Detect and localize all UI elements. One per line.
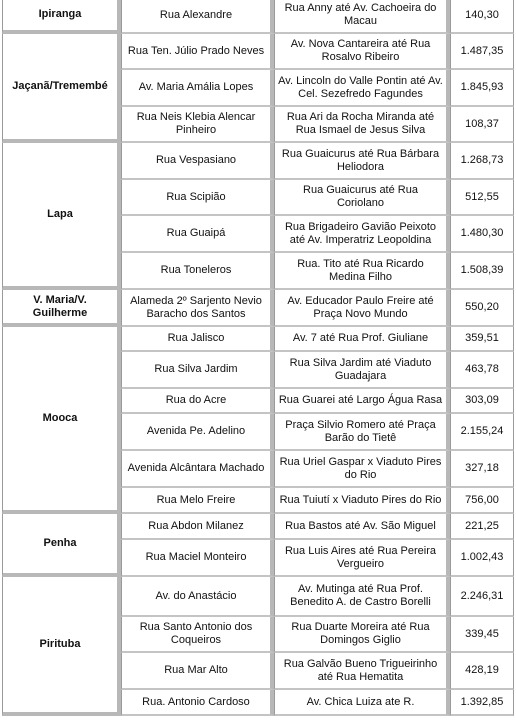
region-cell-penha: Penha [2,514,121,577]
street-cell: Rua Jalisco [121,327,274,352]
value-cell: 1.487,35 [450,34,514,70]
value-cell: 1.002,43 [450,540,514,577]
table-row [2,290,514,327]
value-cell: 359,51 [450,327,514,352]
value-cell: 756,00 [450,488,514,514]
street-cell: Alameda 2º Sarjento Nevio Baracho dos Santos [121,290,274,327]
region-cell-jacana-tremembe: Jaçanã/Tremembé [2,34,121,143]
region-cell-vila-maria-guilherme: V. Maria/V. Guilherme [2,290,121,327]
street-cell: Rua Scipião [121,180,274,216]
table-row [2,577,514,617]
stretch-cell: Av. Chica Luiza ate R. [274,690,450,716]
region-cell-lapa: Lapa [2,143,121,290]
stretch-cell: Rua Brigadeiro Gavião Peixoto até Av. Imperatriz Leopoldina [274,216,450,253]
stretch-cell: Rua Anny até Av. Cachoeira do Macau [274,0,450,34]
stretch-cell: Rua Silva Jardim até Viaduto Guadajara [274,352,450,389]
street-cell: Rua Neis Klebia Alencar Pinheiro [121,107,274,143]
street-cell: Avenida Alcântara Machado [121,451,274,488]
value-cell: 1.480,30 [450,216,514,253]
stretch-cell: Rua Luis Aires até Rua Pereira Vergueiro [274,540,450,577]
table-row [2,143,514,180]
street-cell: Avenida Pe. Adelino [121,414,274,451]
street-cell: Rua Toneleros [121,253,274,290]
table-row [2,327,514,352]
value-cell: 428,19 [450,653,514,690]
stretch-cell: Av. 7 até Rua Prof. Giuliane [274,327,450,352]
stretch-cell: Av. Lincoln do Valle Pontin até Av. Cel. Sezefredo Fagundes [274,70,450,107]
value-cell: 140,30 [450,0,514,34]
table-row [2,34,514,70]
value-cell: 2.246,31 [450,577,514,617]
stretch-cell: Av. Nova Cantareira até Rua Rosalvo Ribeiro [274,34,450,70]
street-cell: Rua Melo Freire [121,488,274,514]
street-cell: Rua Vespasiano [121,143,274,180]
region-cell-pirituba: Pirituba [2,577,121,716]
stretch-cell: Rua Bastos até Av. São Miguel [274,514,450,540]
stretch-cell: Rua Uriel Gaspar x Viaduto Pires do Rio [274,451,450,488]
value-cell: 1.392,85 [450,690,514,716]
stretch-cell: Rua Tuiutí x Viaduto Pires do Rio [274,488,450,514]
stretch-cell: Av. Mutinga até Rua Prof. Benedito A. de Castro Borelli [274,577,450,617]
value-cell: 1.845,93 [450,70,514,107]
street-cell: Rua Alexandre [121,0,274,34]
stretch-cell: Rua Ari da Rocha Miranda até Rua Ismael de Jesus Silva [274,107,450,143]
stretch-cell: Rua Galvão Bueno Trigueirinho até Rua Hematita [274,653,450,690]
value-cell: 339,45 [450,617,514,653]
street-cell: Rua Abdon Milanez [121,514,274,540]
streets-table [2,0,514,716]
street-cell: Av. Maria Amália Lopes [121,70,274,107]
value-cell: 327,18 [450,451,514,488]
streets-table-body [2,0,514,716]
street-cell: Rua Maciel Monteiro [121,540,274,577]
street-cell: Rua Santo Antonio dos Coqueiros [121,617,274,653]
street-cell: Rua Guaipá [121,216,274,253]
value-cell: 303,09 [450,389,514,414]
street-cell: Rua Ten. Júlio Prado Neves [121,34,274,70]
table-row [2,0,514,34]
stretch-cell: Praça Silvio Romero até Praça Barão do Tietê [274,414,450,451]
value-cell: 221,25 [450,514,514,540]
value-cell: 1.268,73 [450,143,514,180]
value-cell: 1.508,39 [450,253,514,290]
stretch-cell: Av. Educador Paulo Freire até Praça Novo Mundo [274,290,450,327]
stretch-cell: Rua Guaicurus até Rua Bárbara Heliodora [274,143,450,180]
street-cell: Rua Silva Jardim [121,352,274,389]
value-cell: 108,37 [450,107,514,143]
stretch-cell: Rua. Tito até Rua Ricardo Medina Filho [274,253,450,290]
region-cell-ipiranga: Ipiranga [2,0,121,34]
value-cell: 550,20 [450,290,514,327]
value-cell: 512,55 [450,180,514,216]
table-row [2,514,514,540]
street-cell: Av. do Anastácio [121,577,274,617]
value-cell: 2.155,24 [450,414,514,451]
stretch-cell: Rua Guaicurus até Rua Coriolano [274,180,450,216]
region-cell-mooca: Mooca [2,327,121,514]
street-cell: Rua. Antonio Cardoso [121,690,274,716]
stretch-cell: Rua Guarei até Largo Água Rasa [274,389,450,414]
street-cell: Rua do Acre [121,389,274,414]
value-cell: 463,78 [450,352,514,389]
stretch-cell: Rua Duarte Moreira até Rua Domingos Giglio [274,617,450,653]
street-cell: Rua Mar Alto [121,653,274,690]
